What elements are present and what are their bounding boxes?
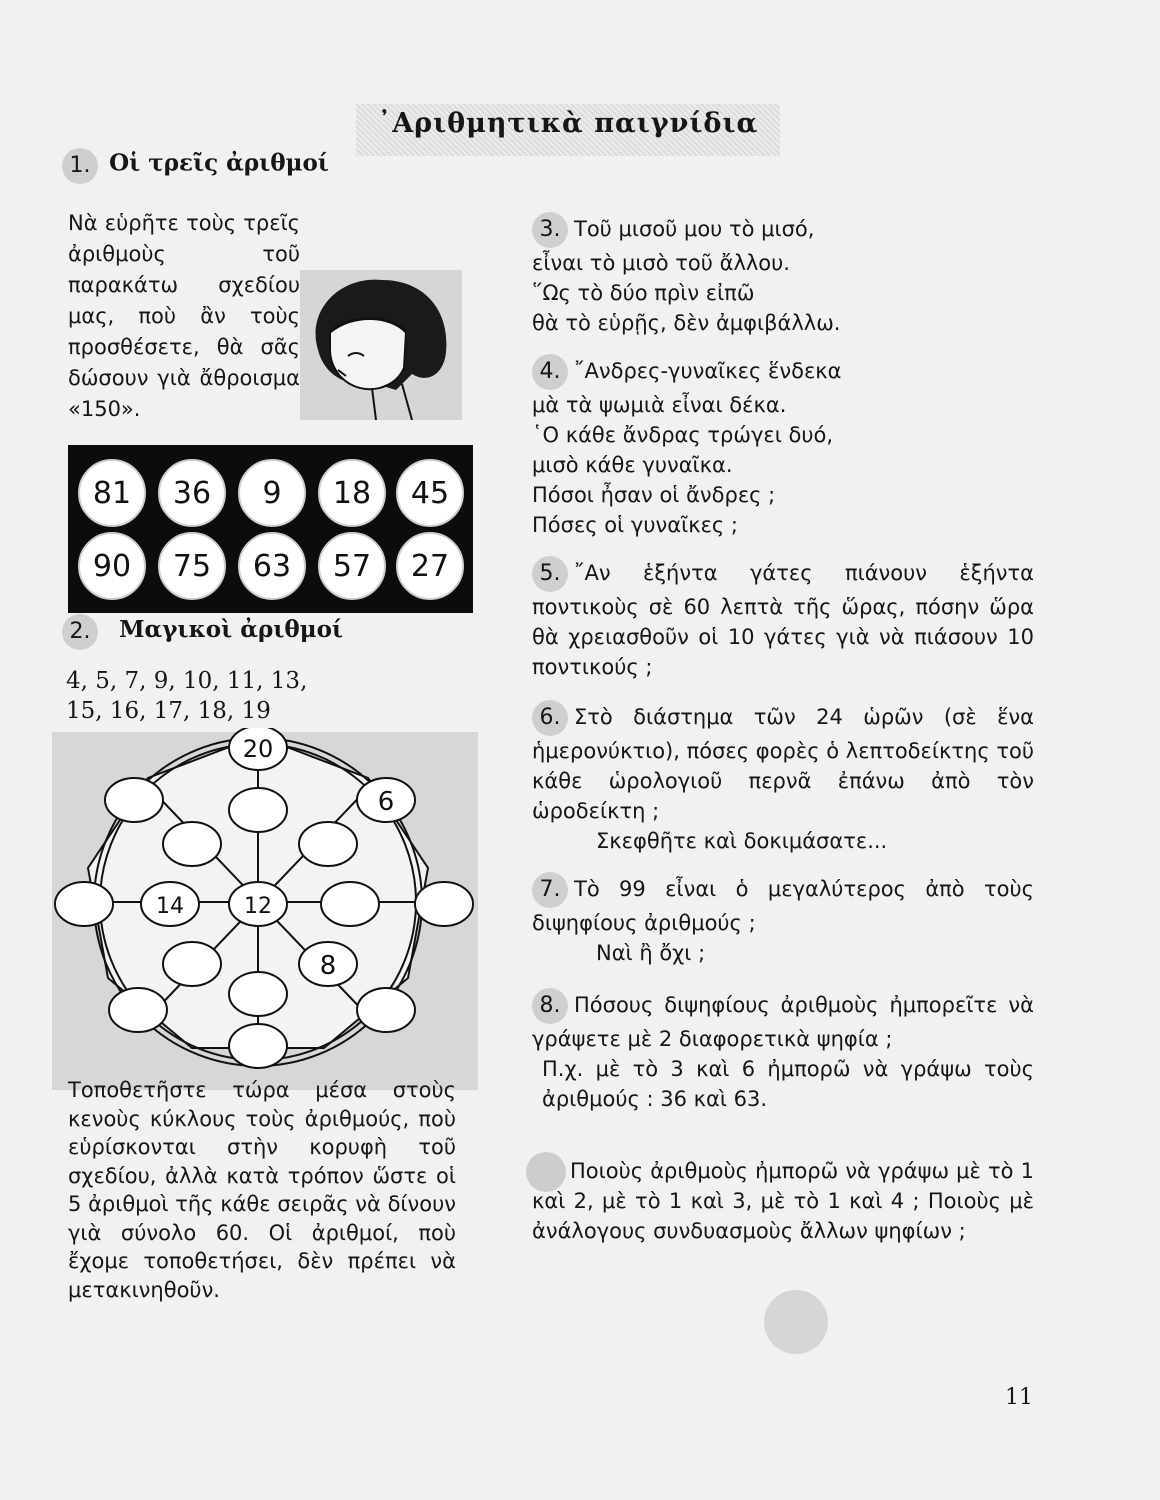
board-cell: 27 bbox=[396, 532, 464, 600]
board-cell: 18 bbox=[318, 459, 386, 527]
page-number: 11 bbox=[1005, 1385, 1033, 1410]
diagram-top-number: 20 bbox=[242, 735, 274, 763]
problem-7-number: 7. bbox=[532, 872, 568, 908]
problem-3-line: Τοῦ μισοῦ μου τὸ μισό, bbox=[574, 217, 815, 241]
problem-4-line: μισὸ κάθε γυναῖκα. bbox=[532, 453, 733, 477]
problem-8 bbox=[532, 988, 1034, 1114]
problem-6-text: Στὸ διάστημα τῶν 24 ὡρῶν (σὲ ἕνα ἡμερονύκτιο), πόσες φορὲς ὁ λεπτοδείκτης τοῦ κάθε ὡρολογιοῦ περνᾶ ἐπάνω ἀπὸ τὸν ὡροδείκτη ; bbox=[532, 705, 1034, 823]
puzzle2-instructions: Τοποθετῆστε τώρα μέσα στοὺς κενοὺς κύκλους τοὺς ἀριθμούς, ποὺ εὑρίσκονται στὴν κορυφὴ τοῦ σχεδίου, ἀλλὰ κατὰ τρόπον ὥστε οἱ 5 ἀριθμοὶ τῆς κάθε σειρᾶς νὰ δίνουν γιὰ σύνολο 60. Οἱ ἀριθμοί, ποὺ ἔχομε τοποθετήσει, δὲν πρέπει νὰ μετακινηθοῦν. bbox=[68, 1078, 456, 1302]
problem-6-extra: Σκεφθῆτε καὶ δοκιμάσατε... bbox=[596, 829, 888, 853]
problem-3 bbox=[532, 212, 960, 338]
puzzle2-heading: Μαγικοὶ ἀριθμοί bbox=[119, 615, 344, 643]
board-cell: 36 bbox=[158, 459, 226, 527]
puzzle2-heading-row bbox=[62, 614, 343, 650]
puzzle1-heading: Οἱ τρεῖς ἀριθμοί bbox=[109, 149, 329, 177]
problem-4-number: 4. bbox=[532, 354, 568, 390]
page-title: ᾿Αριθμητικὰ παιγνίδια bbox=[377, 108, 759, 139]
board-cell: 9 bbox=[238, 459, 306, 527]
diagram-upper-right-number: 6 bbox=[377, 787, 395, 817]
problem-7-extra: Ναὶ ἢ ὄχι ; bbox=[596, 941, 706, 965]
problem-6-number: 6. bbox=[532, 700, 568, 736]
problem-5-text: ῎Αν ἑξήντα γάτες πιάνουν ἑξήντα ποντικοὺς σὲ 60 λεπτὰ τῆς ὥρας, πόσην ὥρα θὰ χρειασθοῦν οἱ 10 γάτες γιὰ νὰ πιάσουν 10 ποντικούς ; bbox=[532, 561, 1034, 679]
problem-4 bbox=[532, 354, 960, 540]
board-cell: 63 bbox=[238, 532, 306, 600]
puzzle1-number: 1. bbox=[62, 148, 98, 184]
problem-3-line: θὰ τὸ εὑρῇς, δὲν ἀμφιβάλλω. bbox=[532, 311, 841, 335]
diagram-center-number: 12 bbox=[244, 894, 272, 919]
problem-7 bbox=[532, 872, 1034, 968]
puzzle2-number: 2. bbox=[62, 614, 98, 650]
problem-3-number: 3. bbox=[532, 212, 568, 248]
problem-3-line: εἶναι τὸ μισὸ τοῦ ἄλλου. bbox=[532, 251, 790, 275]
puzzle1-text: Νὰ εὑρῆτε τοὺς τρεῖς ἀριθμοὺς τοῦ παρακάτω σχεδίου μας, ποὺ ἂν τοὺς προσθέσετε, θὰ σᾶς δώσουν γιὰ ἄθροισμα «150». bbox=[68, 211, 300, 421]
problem-5 bbox=[532, 556, 1034, 682]
board-cell: 45 bbox=[396, 459, 464, 527]
problem-6 bbox=[532, 700, 1034, 856]
girl-portrait-icon bbox=[300, 270, 462, 420]
magic-circle-diagram bbox=[46, 728, 480, 1093]
board-cell: 81 bbox=[78, 459, 146, 527]
problem-8-extra: Π.χ. μὲ τὸ 3 καὶ 6 ἠμπορῶ νὰ γράψω τοὺς ἀριθμούς : 36 καὶ 63. bbox=[542, 1057, 1034, 1111]
magic-numbers-line1: 4, 5, 7, 9, 10, 11, 13, bbox=[66, 668, 308, 694]
problem-8-number: 8. bbox=[532, 988, 568, 1024]
board-cell: 90 bbox=[78, 532, 146, 600]
problem-8-text: Πόσους διψηφίους ἀριθμοὺς ἠμπορεῖτε νὰ γράψετε μὲ 2 διαφορετικὰ ψηφία ; bbox=[532, 993, 1034, 1051]
board-cell: 75 bbox=[158, 532, 226, 600]
board-cell: 57 bbox=[318, 532, 386, 600]
diagram-left-inner-number: 14 bbox=[156, 894, 184, 919]
problem-7-text: Τὸ 99 εἶναι ὁ μεγαλύτερος ἀπὸ τοὺς διψηφίους ἀριθμούς ; bbox=[532, 877, 1034, 935]
decorative-dot-icon bbox=[764, 1290, 828, 1354]
problem-4-line: μὰ τὰ ψωμιὰ εἶναι δέκα. bbox=[532, 393, 787, 417]
problem-5-number: 5. bbox=[532, 556, 568, 592]
problem-4-line: Πόσοι ἦσαν οἱ ἄνδρες ; bbox=[532, 483, 776, 507]
problem-4-line: ῾Ο κάθε ἄνδρας τρώγει δυό, bbox=[532, 423, 834, 447]
problem-4-line: Πόσες οἱ γυναῖκες ; bbox=[532, 513, 738, 537]
magic-numbers-line2: 15, 16, 17, 18, 19 bbox=[66, 698, 271, 724]
problem-4-line: ῎Ανδρες-γυναῖκες ἕνδεκα bbox=[574, 359, 842, 383]
diagram-lower-inner-number: 8 bbox=[319, 951, 337, 981]
girl-illustration bbox=[300, 270, 462, 420]
magic-numbers bbox=[66, 666, 396, 726]
number-board bbox=[68, 445, 473, 613]
puzzle1-heading-row bbox=[62, 148, 329, 184]
problem-3-line: ῞Ως τὸ δύο πρὶν εἰπῶ bbox=[532, 281, 755, 305]
problem-9: Ποιοὺς ἀριθμοὺς ἠμπορῶ νὰ γράψω μὲ τὸ 1 καὶ 2, μὲ τὸ 1 καὶ 3, μὲ τὸ 1 καὶ 4 ; Ποιοὺς μὲ ἀνάλογους συνδυασμοὺς ἄλλων ψηφίων ; bbox=[532, 1159, 1034, 1243]
